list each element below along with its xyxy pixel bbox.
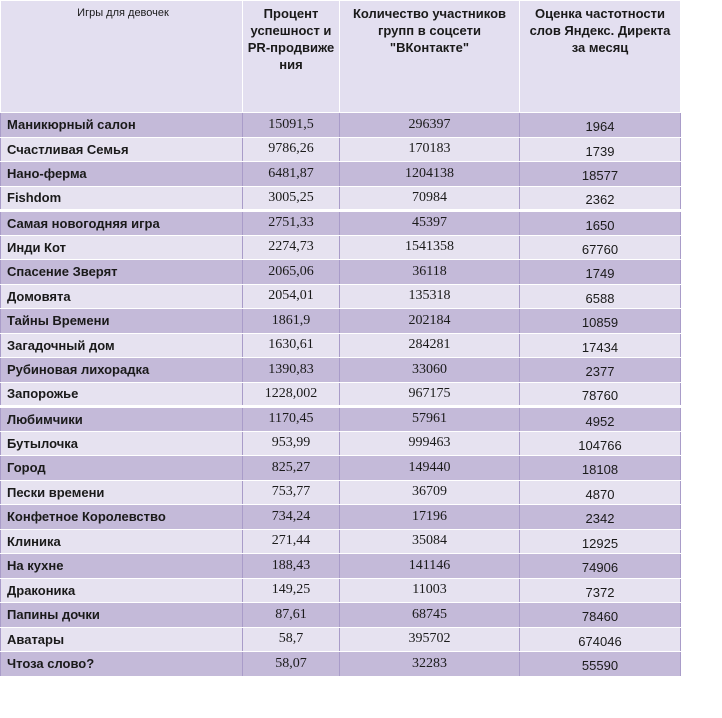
table-row — [1, 309, 681, 334]
game-name-cell: Маникюрный салон — [1, 113, 243, 138]
table-row — [1, 603, 681, 628]
pr-percent-cell: 2274,73 — [243, 235, 340, 260]
vk-members-cell: 11003 — [340, 578, 520, 603]
game-name-cell: Запорожье — [1, 382, 243, 407]
yandex-frequency-cell: 67760 — [520, 235, 681, 260]
pr-percent-cell: 58,7 — [243, 627, 340, 652]
yandex-frequency-cell: 104766 — [520, 431, 681, 456]
pr-percent-cell: 2751,33 — [243, 211, 340, 236]
game-name-cell: Рубиновая лихорадка — [1, 358, 243, 383]
yandex-frequency-cell: 17434 — [520, 333, 681, 358]
yandex-frequency-cell: 6588 — [520, 284, 681, 309]
header-yandex-frequency: Оценка частотности слов Яндекс. Директа за месяц — [520, 1, 681, 113]
vk-members-cell: 202184 — [340, 309, 520, 334]
header-pr-percent: Процент успешност и PR-продвиже ния — [243, 1, 340, 113]
table-row — [1, 431, 681, 456]
pr-percent-cell: 3005,25 — [243, 186, 340, 211]
yandex-frequency-cell: 18108 — [520, 456, 681, 481]
pr-percent-cell: 149,25 — [243, 578, 340, 603]
vk-members-cell: 967175 — [340, 382, 520, 407]
header-row — [1, 1, 681, 113]
yandex-frequency-cell: 1739 — [520, 137, 681, 162]
table-row — [1, 554, 681, 579]
table-row — [1, 505, 681, 530]
game-name-cell: Конфетное Королевство — [1, 505, 243, 530]
pr-percent-cell: 9786,26 — [243, 137, 340, 162]
game-name-cell: Инди Кот — [1, 235, 243, 260]
yandex-frequency-cell: 4870 — [520, 480, 681, 505]
table-row — [1, 211, 681, 236]
table-row — [1, 358, 681, 383]
vk-members-cell: 36709 — [340, 480, 520, 505]
vk-members-cell: 33060 — [340, 358, 520, 383]
vk-members-cell: 284281 — [340, 333, 520, 358]
yandex-frequency-cell: 4952 — [520, 407, 681, 432]
yandex-frequency-cell: 674046 — [520, 627, 681, 652]
pr-percent-cell: 271,44 — [243, 529, 340, 554]
pr-percent-cell: 1170,45 — [243, 407, 340, 432]
vk-members-cell: 36118 — [340, 260, 520, 285]
yandex-frequency-cell: 74906 — [520, 554, 681, 579]
pr-percent-cell: 1630,61 — [243, 333, 340, 358]
table-row — [1, 456, 681, 481]
table-row — [1, 260, 681, 285]
vk-members-cell: 296397 — [340, 113, 520, 138]
vk-members-cell: 45397 — [340, 211, 520, 236]
pr-percent-cell: 2065,06 — [243, 260, 340, 285]
yandex-frequency-cell: 18577 — [520, 162, 681, 187]
game-name-cell: Клиника — [1, 529, 243, 554]
vk-members-cell: 395702 — [340, 627, 520, 652]
yandex-frequency-cell: 1749 — [520, 260, 681, 285]
vk-members-cell: 135318 — [340, 284, 520, 309]
vk-members-cell: 70984 — [340, 186, 520, 211]
table-row — [1, 235, 681, 260]
table-row — [1, 333, 681, 358]
yandex-frequency-cell: 1650 — [520, 211, 681, 236]
yandex-frequency-cell: 1964 — [520, 113, 681, 138]
vk-members-cell: 999463 — [340, 431, 520, 456]
game-name-cell: Чтоза слово? — [1, 652, 243, 677]
pr-percent-cell: 87,61 — [243, 603, 340, 628]
game-name-cell: Домовята — [1, 284, 243, 309]
game-name-cell: Тайны Времени — [1, 309, 243, 334]
game-name-cell: Аватары — [1, 627, 243, 652]
yandex-frequency-cell: 2377 — [520, 358, 681, 383]
vk-members-cell: 1541358 — [340, 235, 520, 260]
game-name-cell: Загадочный дом — [1, 333, 243, 358]
yandex-frequency-cell: 12925 — [520, 529, 681, 554]
vk-members-cell: 141146 — [340, 554, 520, 579]
yandex-frequency-cell: 2362 — [520, 186, 681, 211]
table-row — [1, 186, 681, 211]
pr-percent-cell: 734,24 — [243, 505, 340, 530]
table-row — [1, 578, 681, 603]
yandex-frequency-cell: 78460 — [520, 603, 681, 628]
pr-percent-cell: 953,99 — [243, 431, 340, 456]
pr-percent-cell: 825,27 — [243, 456, 340, 481]
game-name-cell: Спасение Зверят — [1, 260, 243, 285]
header-game-name: Игры для девочек — [1, 1, 243, 113]
game-name-cell: Любимчики — [1, 407, 243, 432]
vk-members-cell: 35084 — [340, 529, 520, 554]
game-name-cell: Пески времени — [1, 480, 243, 505]
game-name-cell: Самая новогодняя игра — [1, 211, 243, 236]
pr-percent-cell: 58,07 — [243, 652, 340, 677]
game-name-cell: Счастливая Семья — [1, 137, 243, 162]
game-name-cell: Город — [1, 456, 243, 481]
pr-percent-cell: 6481,87 — [243, 162, 340, 187]
yandex-frequency-cell: 78760 — [520, 382, 681, 407]
game-name-cell: Бутылочка — [1, 431, 243, 456]
game-name-cell: Драконика — [1, 578, 243, 603]
vk-members-cell: 32283 — [340, 652, 520, 677]
table-body — [1, 113, 681, 677]
game-name-cell: Нано-ферма — [1, 162, 243, 187]
table-row — [1, 627, 681, 652]
yandex-frequency-cell: 7372 — [520, 578, 681, 603]
yandex-frequency-cell: 55590 — [520, 652, 681, 677]
vk-members-cell: 68745 — [340, 603, 520, 628]
pr-percent-cell: 1228,002 — [243, 382, 340, 407]
vk-members-cell: 170183 — [340, 137, 520, 162]
table-row — [1, 480, 681, 505]
pr-percent-cell: 1861,9 — [243, 309, 340, 334]
pr-percent-cell: 188,43 — [243, 554, 340, 579]
table-row — [1, 652, 681, 677]
table-row — [1, 407, 681, 432]
game-name-cell: На кухне — [1, 554, 243, 579]
vk-members-cell: 149440 — [340, 456, 520, 481]
header-vk-members: Количество участников групп в соцсети "ВКонтакте" — [340, 1, 520, 113]
table-row — [1, 162, 681, 187]
table-row — [1, 382, 681, 407]
table-row — [1, 113, 681, 138]
yandex-frequency-cell: 2342 — [520, 505, 681, 530]
yandex-frequency-cell: 10859 — [520, 309, 681, 334]
pr-percent-cell: 1390,83 — [243, 358, 340, 383]
pr-percent-cell: 753,77 — [243, 480, 340, 505]
game-name-cell: Папины дочки — [1, 603, 243, 628]
table-row — [1, 284, 681, 309]
table-row — [1, 529, 681, 554]
vk-members-cell: 57961 — [340, 407, 520, 432]
pr-percent-cell: 15091,5 — [243, 113, 340, 138]
game-name-cell: Fishdom — [1, 186, 243, 211]
vk-members-cell: 17196 — [340, 505, 520, 530]
table-row — [1, 137, 681, 162]
vk-members-cell: 1204138 — [340, 162, 520, 187]
pr-percent-cell: 2054,01 — [243, 284, 340, 309]
